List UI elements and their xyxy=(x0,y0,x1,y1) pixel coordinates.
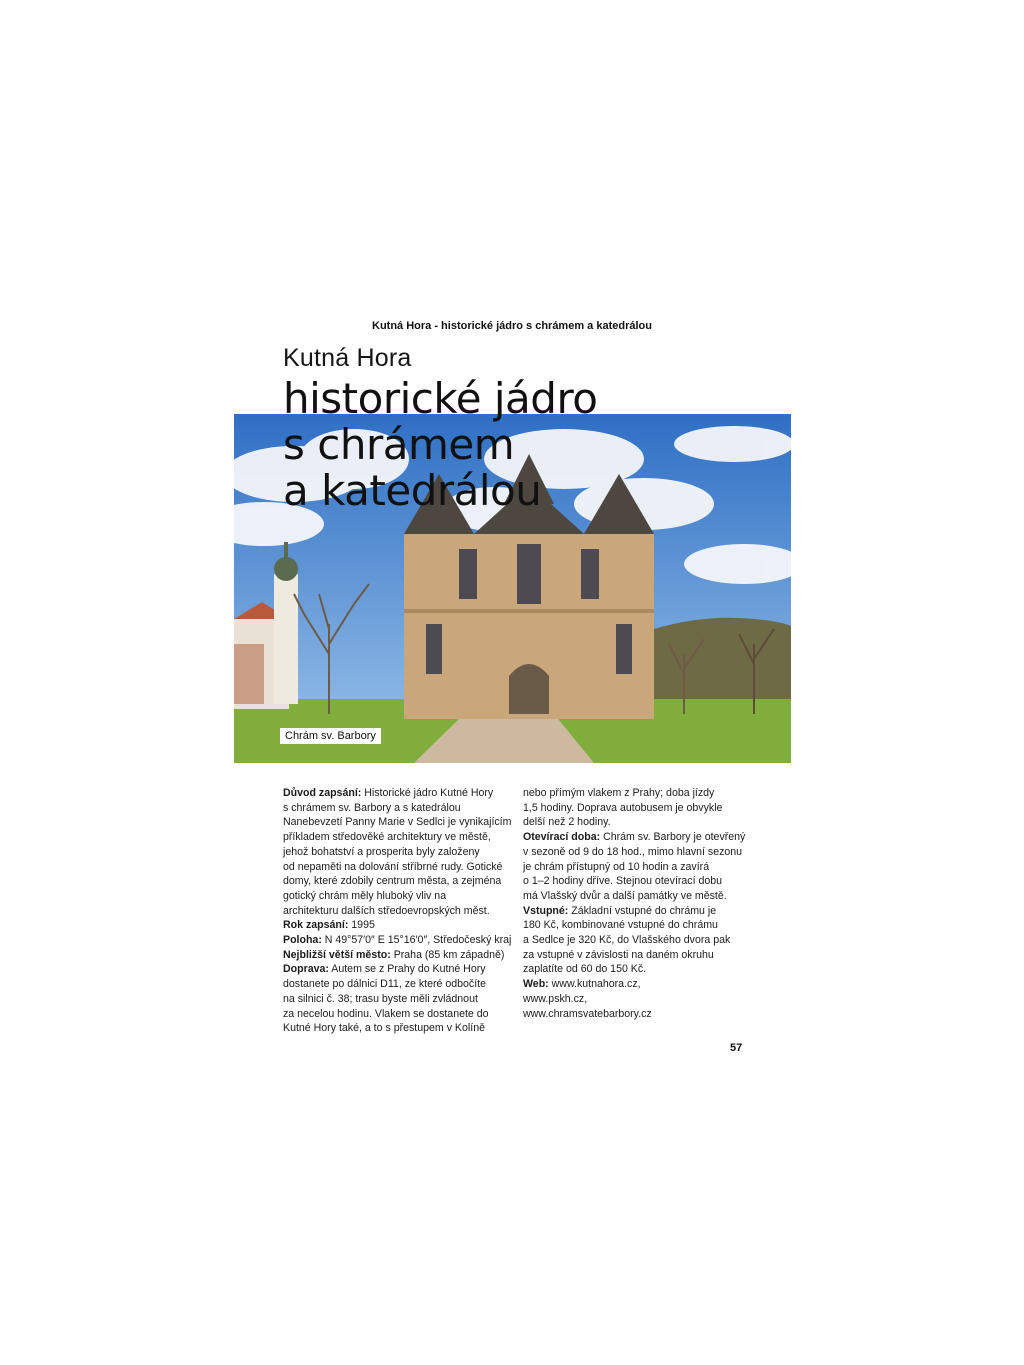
text-line: Nejbližší větší město: Praha (85 km západně) xyxy=(283,948,505,961)
text-line: Důvod zapsání: Historické jádro Kutné Hory xyxy=(283,787,494,799)
text-line: Doprava: Autem se z Prahy do Kutné Hory xyxy=(283,963,486,976)
text-line: domy, které zdobily centrum města, a zejména xyxy=(283,875,502,888)
text-line: dostanete po dálnici D11, ze které odbočíte xyxy=(283,978,486,991)
text-line: na silnici č. 38; trasu byste měli zvládnout xyxy=(283,992,478,1005)
text-line: s chrámem sv. Barbory a s katedrálou xyxy=(283,801,461,814)
text-line: Nanebevzetí Panny Marie v Sedlci je vynikajícím xyxy=(283,816,512,829)
text-line: 180 Kč, kombinované vstupné do chrámu xyxy=(523,919,718,932)
text-line: za vstupné v závislosti na daném okruhu xyxy=(523,948,714,961)
text-line: za necelou hodinu. Vlakem se dostanete do xyxy=(283,1007,489,1020)
page-number: 57 xyxy=(730,1042,743,1054)
article-title xyxy=(283,376,783,514)
text-line: nebo přímým vlakem z Prahy; doba jízdy xyxy=(523,787,715,799)
text-line: od nepaměti na dolování stříbrné rudy. Gotické xyxy=(283,860,503,873)
photo-caption: Chrám sv. Barbory xyxy=(280,728,381,744)
title-line-3: a katedrálou xyxy=(283,466,542,515)
text-line: Otevírací doba: Chrám sv. Barbory je otevřený xyxy=(523,831,746,844)
text-line: www.chramsvatebarbory.cz xyxy=(523,1007,652,1020)
text-line: Kutné Hory také, a to s přestupem v Kolíně xyxy=(283,1022,485,1035)
text-line: zaplatíte od 60 do 150 Kč. xyxy=(523,963,647,976)
title-line-1: historické jádro xyxy=(283,374,598,423)
text-line: Poloha: N 49°57′0″ E 15°16′0″, Středočeský kraj xyxy=(283,934,512,947)
text-line: 1,5 hodiny. Doprava autobusem je obvykle xyxy=(523,801,723,814)
text-line: www.pskh.cz, xyxy=(523,992,588,1005)
forest xyxy=(654,618,791,704)
title-line-2: s chrámem xyxy=(283,420,515,469)
text-line: je chrám přístupný od 10 hodin a zavírá xyxy=(523,860,710,873)
text-line: v sezoně od 9 do 18 hod., mimo hlavní sezonu xyxy=(523,845,743,858)
text-line: architekturu dalších středoevropských měst. xyxy=(283,904,490,917)
text-line: má Vlašský dvůr a další památky ve městě. xyxy=(523,889,727,902)
text-line: Vstupné: Základní vstupné do chrámu je xyxy=(523,904,717,917)
text-line: Rok zapsání: 1995 xyxy=(283,919,375,932)
article-subtitle: Kutná Hora xyxy=(283,344,412,372)
running-head: Kutná Hora - historické jádro s chrámem a katedrálou xyxy=(372,320,652,332)
text-column-1 xyxy=(283,786,512,1036)
text-line: gotický chrám měly hluboký vliv na xyxy=(283,889,447,902)
text-line: delší než 2 hodiny. xyxy=(523,816,611,829)
text-column-2 xyxy=(523,786,746,1021)
text-line: příkladem středověké architektury ve městě, xyxy=(283,831,491,844)
text-line: a Sedlce je 320 Kč, do Vlašského dvora pak xyxy=(523,934,731,947)
text-line: o 1–2 hodiny dříve. Stejnou otevírací dobu xyxy=(523,875,723,888)
text-line: Web: www.kutnahora.cz, xyxy=(523,978,641,991)
text-line: jehož bohatství a prosperita byly založeny xyxy=(283,845,480,858)
